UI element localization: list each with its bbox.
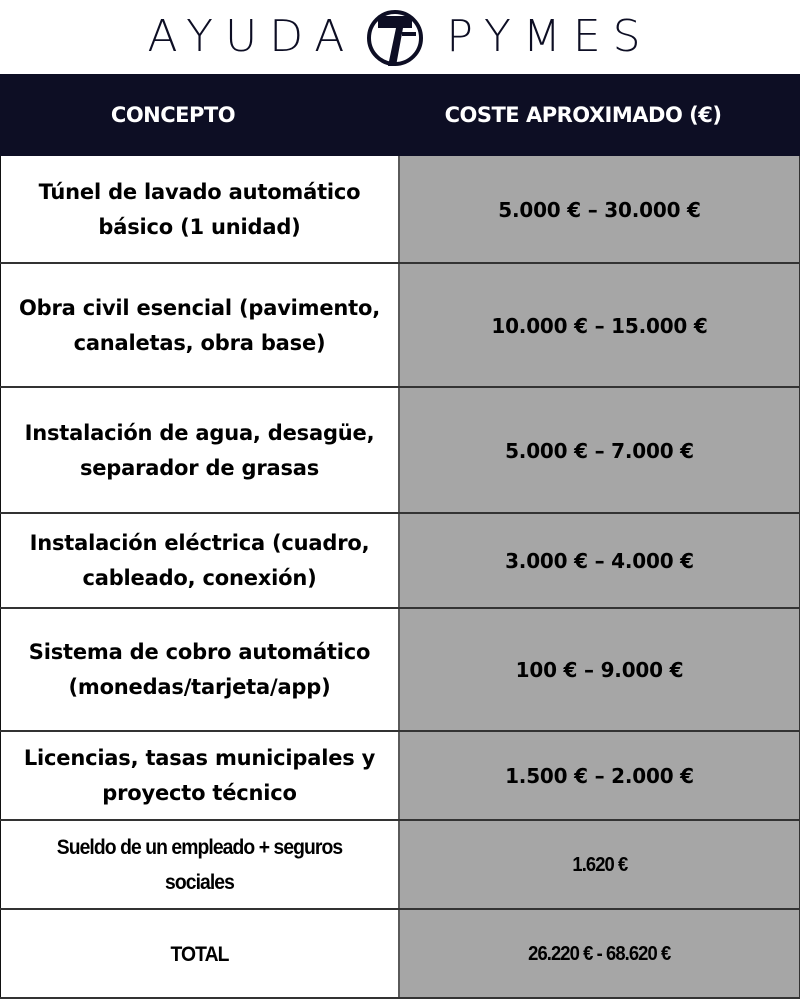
concept-cell: Obra civil esencial (pavimento, canaletas, obra base) [0,264,400,387]
total-cost-cell [400,910,800,998]
header-cost: COSTE APROXIMADO (€) [444,103,722,127]
cost-cell: 5.000 € – 30.000 € [400,156,800,263]
cost-cell: 3.000 € – 4.000 € [400,514,800,608]
table-row [0,821,800,909]
table-row [0,514,800,608]
cost-cell: 10.000 € – 15.000 € [400,264,800,387]
cost-cell: 100 € – 9.000 € [400,609,800,731]
concept-cell: Instalación de agua, desagüe, separador de grasas [0,388,400,513]
logo-header [0,0,800,74]
total-cost: 26.220 € - 68.620 € [528,942,671,965]
table-row-total [0,910,800,998]
concept-cell: Túnel de lavado automático básico (1 unidad) [0,156,400,263]
concept-text: Sueldo de un empleado + seguros sociales [56,836,343,894]
header-concept: CONCEPTO [110,103,236,127]
table-row [0,156,800,263]
concept-cell: Licencias, tasas municipales y proyecto técnico [0,732,400,820]
table-row [0,264,800,387]
table-row [0,609,800,731]
table-row [0,388,800,513]
table-header [0,74,800,156]
table-bottom-border [0,997,800,999]
table-row [0,732,800,820]
seven-t-circle-logo-icon [366,8,424,66]
cost-cell: 5.000 € – 7.000 € [400,388,800,513]
cost-cell: 1.500 € – 2.000 € [400,732,800,820]
total-label: TOTAL [170,942,229,966]
concept-cell: Instalación eléctrica (cuadro, cableado, conexión) [0,514,400,608]
concept-cell: Sistema de cobro automático (monedas/tarjeta/app) [0,609,400,731]
concept-cell [0,821,400,909]
logo-text-left: AYUDA [147,11,357,62]
cost-text: 1.620 € [572,853,627,876]
logo-text-right: PYMES [446,11,653,62]
cost-cell [400,821,800,909]
total-label-cell [0,910,400,998]
